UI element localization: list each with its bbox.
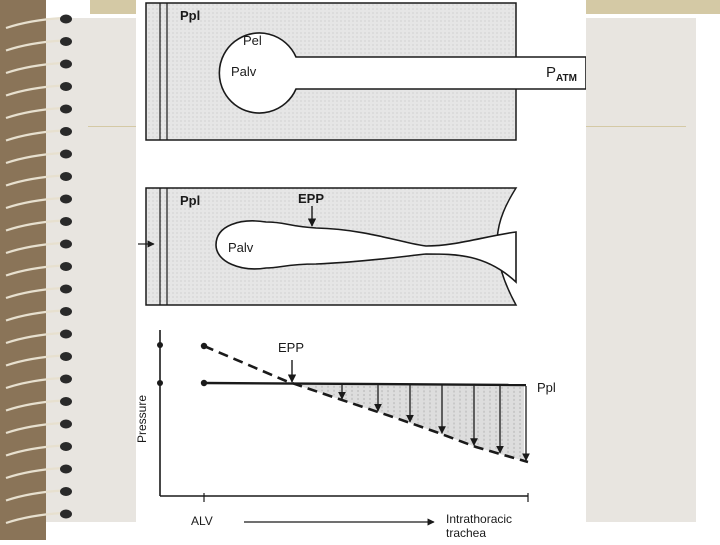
spiral-ring	[6, 266, 62, 276]
spiral-hole	[60, 510, 72, 519]
spiral-hole	[60, 15, 72, 24]
graph-ppl-label: Ppl	[537, 380, 556, 395]
spiral-hole	[60, 150, 72, 159]
spiral-ring	[6, 378, 62, 388]
spiral-ring	[6, 86, 62, 96]
graph-x-end-line1: Intrathoracic	[446, 512, 513, 526]
spiral-ring	[6, 401, 62, 411]
spiral-hole	[60, 397, 72, 406]
spiral-hole	[60, 420, 72, 429]
spiral-ring	[6, 153, 62, 163]
spiral-ring	[6, 446, 62, 456]
spiral-ring	[6, 41, 62, 51]
spiral-hole	[60, 82, 72, 91]
spiral-hole	[60, 217, 72, 226]
patm-subscript: ATM	[556, 73, 577, 84]
spiral-hole	[60, 352, 72, 361]
figure-drawing	[136, 0, 586, 540]
spiral-ring	[6, 311, 62, 321]
spiral-ring	[6, 18, 62, 28]
graph-y-marker-lower	[157, 380, 163, 386]
spiral-ring	[6, 491, 62, 501]
spiral-hole	[60, 375, 72, 384]
top-pel-label: Pel	[243, 33, 262, 48]
spiral-ring	[6, 356, 62, 366]
patm-main-text: P	[546, 64, 557, 81]
mid-ppl-label: Ppl	[180, 193, 201, 208]
spiral-hole	[60, 195, 72, 204]
top-palv-label: Palv	[231, 64, 257, 79]
spiral-hole	[60, 172, 72, 181]
spiral-hole	[60, 487, 72, 496]
graph-y-marker-upper	[157, 342, 163, 348]
spiral-hole	[60, 60, 72, 69]
graph-x-end-line2: trachea	[446, 526, 487, 540]
spiral-hole	[60, 285, 72, 294]
spiral-hole	[60, 37, 72, 46]
spiral-ring	[6, 131, 62, 141]
graph-airway-start-point	[201, 343, 207, 349]
spiral-hole	[60, 240, 72, 249]
graph-epp-label: EPP	[278, 340, 305, 355]
spiral-ring	[6, 198, 62, 208]
spiral-hole	[60, 307, 72, 316]
spiral-hole	[60, 465, 72, 474]
spiral-hole	[60, 127, 72, 136]
spiral-ring	[6, 108, 62, 118]
panel-top-airway-opening	[515, 58, 523, 88]
spiral-ring	[6, 513, 62, 523]
graph-ppl-line	[204, 383, 526, 385]
spiral-ring	[6, 63, 62, 73]
graph-ppl-start-point	[201, 380, 207, 386]
mid-epp-label: EPP	[298, 191, 325, 206]
spiral-binding	[0, 0, 90, 540]
spiral-ring	[6, 176, 62, 186]
graph-x-end-label	[446, 512, 512, 540]
top-ppl-label: Ppl	[180, 8, 201, 23]
spiral-ring	[6, 221, 62, 231]
spiral-ring	[6, 468, 62, 478]
pressure-graph	[157, 330, 528, 522]
spiral-hole	[60, 330, 72, 339]
spiral-hole	[60, 442, 72, 451]
spiral-ring	[6, 333, 62, 343]
top-patm-label	[546, 64, 577, 84]
lung-pressure-figure	[136, 0, 586, 540]
spiral-hole	[60, 262, 72, 271]
spiral-ring	[6, 243, 62, 253]
spiral-ring	[6, 288, 62, 298]
graph-x-start-label: ALV	[191, 514, 213, 528]
mid-palv-label: Palv	[228, 240, 254, 255]
graph-y-axis-label: Pressure	[135, 394, 150, 444]
spiral-hole	[60, 105, 72, 114]
panel-top-alveolus	[146, 3, 586, 140]
spiral-ring	[6, 423, 62, 433]
